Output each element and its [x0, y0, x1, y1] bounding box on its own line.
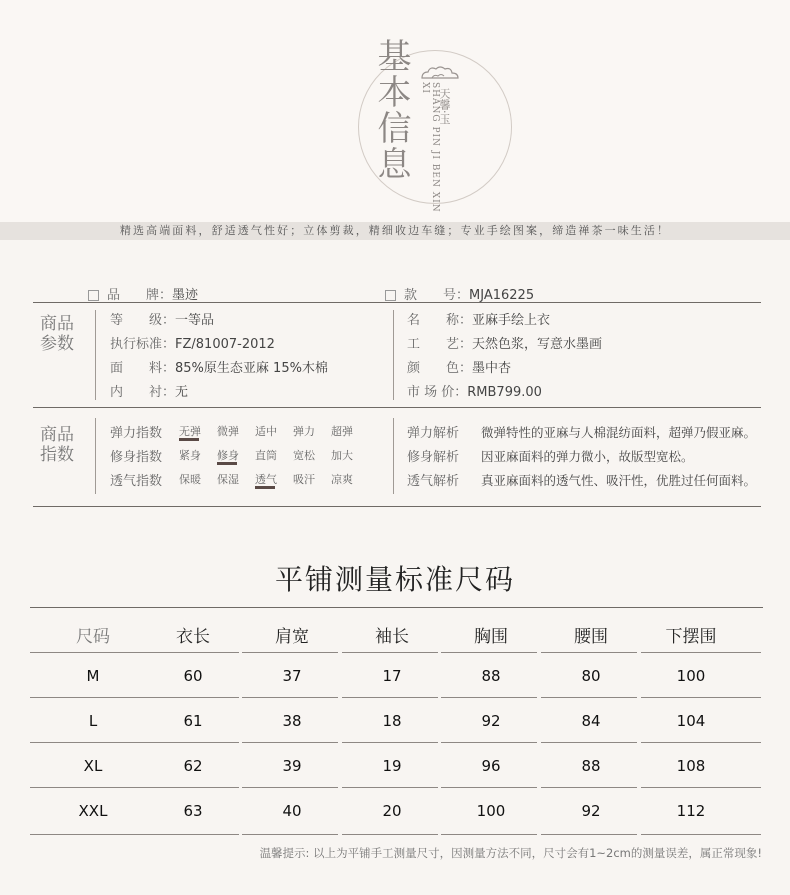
selected-underline — [179, 438, 199, 441]
table-row-rule — [541, 834, 637, 835]
table-header-cell: 下摆围 — [665, 627, 717, 647]
table-cell: 39 — [282, 757, 302, 775]
code-field — [385, 284, 534, 303]
table-row-rule — [641, 652, 761, 653]
cloud-icon — [418, 64, 464, 84]
param-label: 颜 色： — [407, 361, 473, 376]
table-cell: 92 — [581, 802, 601, 820]
param-value: 天然色浆，写意水墨画 — [472, 337, 603, 352]
table-cell: 96 — [481, 757, 501, 775]
table-header-cell: 衣长 — [176, 627, 210, 647]
table-row-rule — [541, 652, 637, 653]
table-row-rule — [541, 697, 637, 698]
param-label: 名 称： — [407, 313, 473, 328]
index-option: 紧身 — [179, 449, 201, 462]
table-header-cell: 尺码 — [76, 627, 110, 647]
table-row-rule — [342, 697, 438, 698]
divider — [33, 506, 761, 507]
param-row — [110, 381, 188, 400]
table-row-rule — [143, 697, 239, 698]
table-header-cell: 腰围 — [574, 627, 608, 647]
table-row-rule — [143, 787, 239, 788]
params-title-line1: 商品 — [40, 314, 74, 334]
param-label: 等 级： — [110, 313, 176, 328]
table-cell: 40 — [282, 802, 302, 820]
divider — [33, 407, 761, 408]
indices-section-title — [40, 425, 74, 465]
table-cell: 38 — [282, 712, 302, 730]
size-table-title: 平铺测量标准尺码 — [274, 563, 515, 596]
table-cell: 100 — [676, 667, 706, 685]
param-row — [407, 357, 511, 376]
table-cell: 60 — [183, 667, 203, 685]
table-cell: 37 — [282, 667, 302, 685]
table-cell: XL — [83, 757, 103, 775]
table-row-rule — [641, 787, 761, 788]
table-header-cell: 胸围 — [474, 627, 508, 647]
square-icon — [88, 290, 99, 301]
table-row-rule — [242, 652, 338, 653]
table-cell: 61 — [183, 712, 203, 730]
index-option: 宽松 — [293, 449, 315, 462]
analysis-label: 修身解析 — [407, 450, 460, 465]
table-cell: 20 — [382, 802, 402, 820]
param-value: RMB799.00 — [467, 385, 542, 400]
index-option: 保暖 — [179, 473, 201, 486]
index-label: 弹力指数 — [110, 426, 163, 441]
table-cell: 108 — [676, 757, 706, 775]
table-row-rule — [30, 834, 148, 835]
table-row-rule — [641, 742, 761, 743]
title-pinyin: SHANG PIN JI BEN XIN XI — [420, 82, 440, 213]
table-cell: 112 — [676, 802, 706, 820]
size-note: 温馨提示: 以上为平铺手工测量尺寸，因测量方法不同，尺寸会有1~2cm的测量误差，属正常现象! — [259, 846, 762, 860]
table-row-rule — [441, 787, 537, 788]
param-value: 无 — [175, 385, 189, 400]
page-title: 基本信息 — [371, 38, 411, 182]
param-value: 85%原生态亚麻 15%木棉 — [175, 361, 328, 376]
table-row-rule — [143, 742, 239, 743]
analysis-text: 真亚麻面料的透气性、吸汗性，优胜过任何面料。 — [481, 473, 757, 488]
table-row-rule — [541, 742, 637, 743]
table-row-rule — [541, 787, 637, 788]
table-header-cell: 肩宽 — [275, 627, 309, 647]
param-row — [110, 309, 214, 328]
table-row-rule — [342, 834, 438, 835]
param-value: 一等品 — [175, 313, 215, 328]
table-cell: 18 — [382, 712, 402, 730]
table-cell: 80 — [581, 667, 601, 685]
analysis-label: 透气解析 — [407, 474, 460, 489]
table-cell: 63 — [183, 802, 203, 820]
analysis-label: 弹力解析 — [407, 426, 460, 441]
param-row — [407, 381, 542, 400]
table-cell: XXL — [78, 802, 108, 820]
table-cell: 62 — [183, 757, 203, 775]
table-row-rule — [143, 834, 239, 835]
table-row-rule — [342, 742, 438, 743]
index-option: 修身 — [217, 449, 239, 462]
table-row-rule — [242, 787, 338, 788]
param-label: 内 衬： — [110, 385, 176, 400]
table-row-rule — [30, 787, 148, 788]
table-cell: M — [86, 667, 100, 685]
table-cell: 92 — [481, 712, 501, 730]
table-cell: 17 — [382, 667, 402, 685]
indices-title-line1: 商品 — [40, 425, 74, 445]
table-cell: 88 — [581, 757, 601, 775]
param-row — [110, 357, 328, 376]
slogan-text: 精选高端面料，舒适透气性好；立体剪裁，精细收边车缝；专业手绘图案，缔造禅茶一味生活！ — [119, 224, 671, 237]
table-row-rule — [441, 652, 537, 653]
param-label: 工 艺： — [407, 337, 473, 352]
table-row-rule — [30, 742, 148, 743]
index-option: 透气 — [255, 473, 277, 486]
indices-title-line2: 指数 — [40, 445, 74, 465]
divider — [95, 310, 96, 400]
table-row-rule — [441, 742, 537, 743]
selected-underline — [217, 462, 237, 465]
table-row-rule — [641, 697, 761, 698]
table-row-rule — [143, 652, 239, 653]
divider — [393, 418, 394, 494]
index-option: 微弹 — [217, 425, 239, 438]
table-cell: 84 — [581, 712, 601, 730]
table-cell: 88 — [481, 667, 501, 685]
index-option: 超弹 — [331, 425, 353, 438]
divider — [393, 310, 394, 400]
index-option: 直筒 — [255, 449, 277, 462]
brand-value: 墨迹 — [172, 288, 199, 303]
code-label: 款 号： — [404, 288, 470, 303]
table-row-rule — [342, 652, 438, 653]
param-label: 市 场 价： — [407, 385, 468, 400]
table-header-cell: 袖长 — [375, 627, 409, 647]
table-row-rule — [242, 697, 338, 698]
table-row-rule — [441, 697, 537, 698]
param-row — [407, 309, 550, 328]
brand-label: 品 牌： — [107, 288, 173, 303]
divider — [95, 418, 96, 494]
index-option: 弹力 — [293, 425, 315, 438]
index-option: 吸汗 — [293, 473, 315, 486]
table-row-rule — [242, 742, 338, 743]
index-label: 修身指数 — [110, 450, 163, 465]
table-row-rule — [342, 787, 438, 788]
brand-field — [88, 284, 198, 303]
analysis-text: 因亚麻面料的弹力微小，故版型宽松。 — [481, 449, 694, 464]
table-row-rule — [441, 834, 537, 835]
index-option: 无弹 — [179, 425, 201, 438]
index-option: 适中 — [255, 425, 277, 438]
index-option: 加大 — [331, 449, 353, 462]
table-row-rule — [242, 834, 338, 835]
param-row — [407, 333, 602, 352]
table-row-rule — [30, 652, 148, 653]
table-cell: 100 — [476, 802, 506, 820]
table-cell: 19 — [382, 757, 402, 775]
index-option: 凉爽 — [331, 473, 353, 486]
title-stamp: 天馨·玉 — [438, 88, 451, 125]
table-row-rule — [641, 834, 761, 835]
code-value: MJA16225 — [469, 288, 535, 303]
analysis-text: 微弹特性的亚麻与人棉混纺面料，超弹乃假亚麻。 — [481, 425, 757, 440]
param-label: 面 料： — [110, 361, 176, 376]
divider — [33, 302, 761, 303]
index-label: 透气指数 — [110, 474, 163, 489]
param-row — [110, 333, 275, 352]
hero-banner — [0, 0, 790, 222]
index-option: 保湿 — [217, 473, 239, 486]
params-title-line2: 参数 — [40, 334, 74, 354]
table-row-rule — [30, 697, 148, 698]
table-cell: L — [88, 712, 98, 730]
selected-underline — [255, 486, 275, 489]
params-section-title — [40, 314, 74, 354]
table-top-rule — [30, 607, 763, 608]
param-value: FZ/81007-2012 — [175, 337, 275, 352]
param-value: 墨中杏 — [472, 361, 512, 376]
param-label: 执行标准： — [110, 337, 176, 352]
param-value: 亚麻手绘上衣 — [472, 313, 551, 328]
table-cell: 104 — [676, 712, 706, 730]
square-icon — [385, 290, 396, 301]
